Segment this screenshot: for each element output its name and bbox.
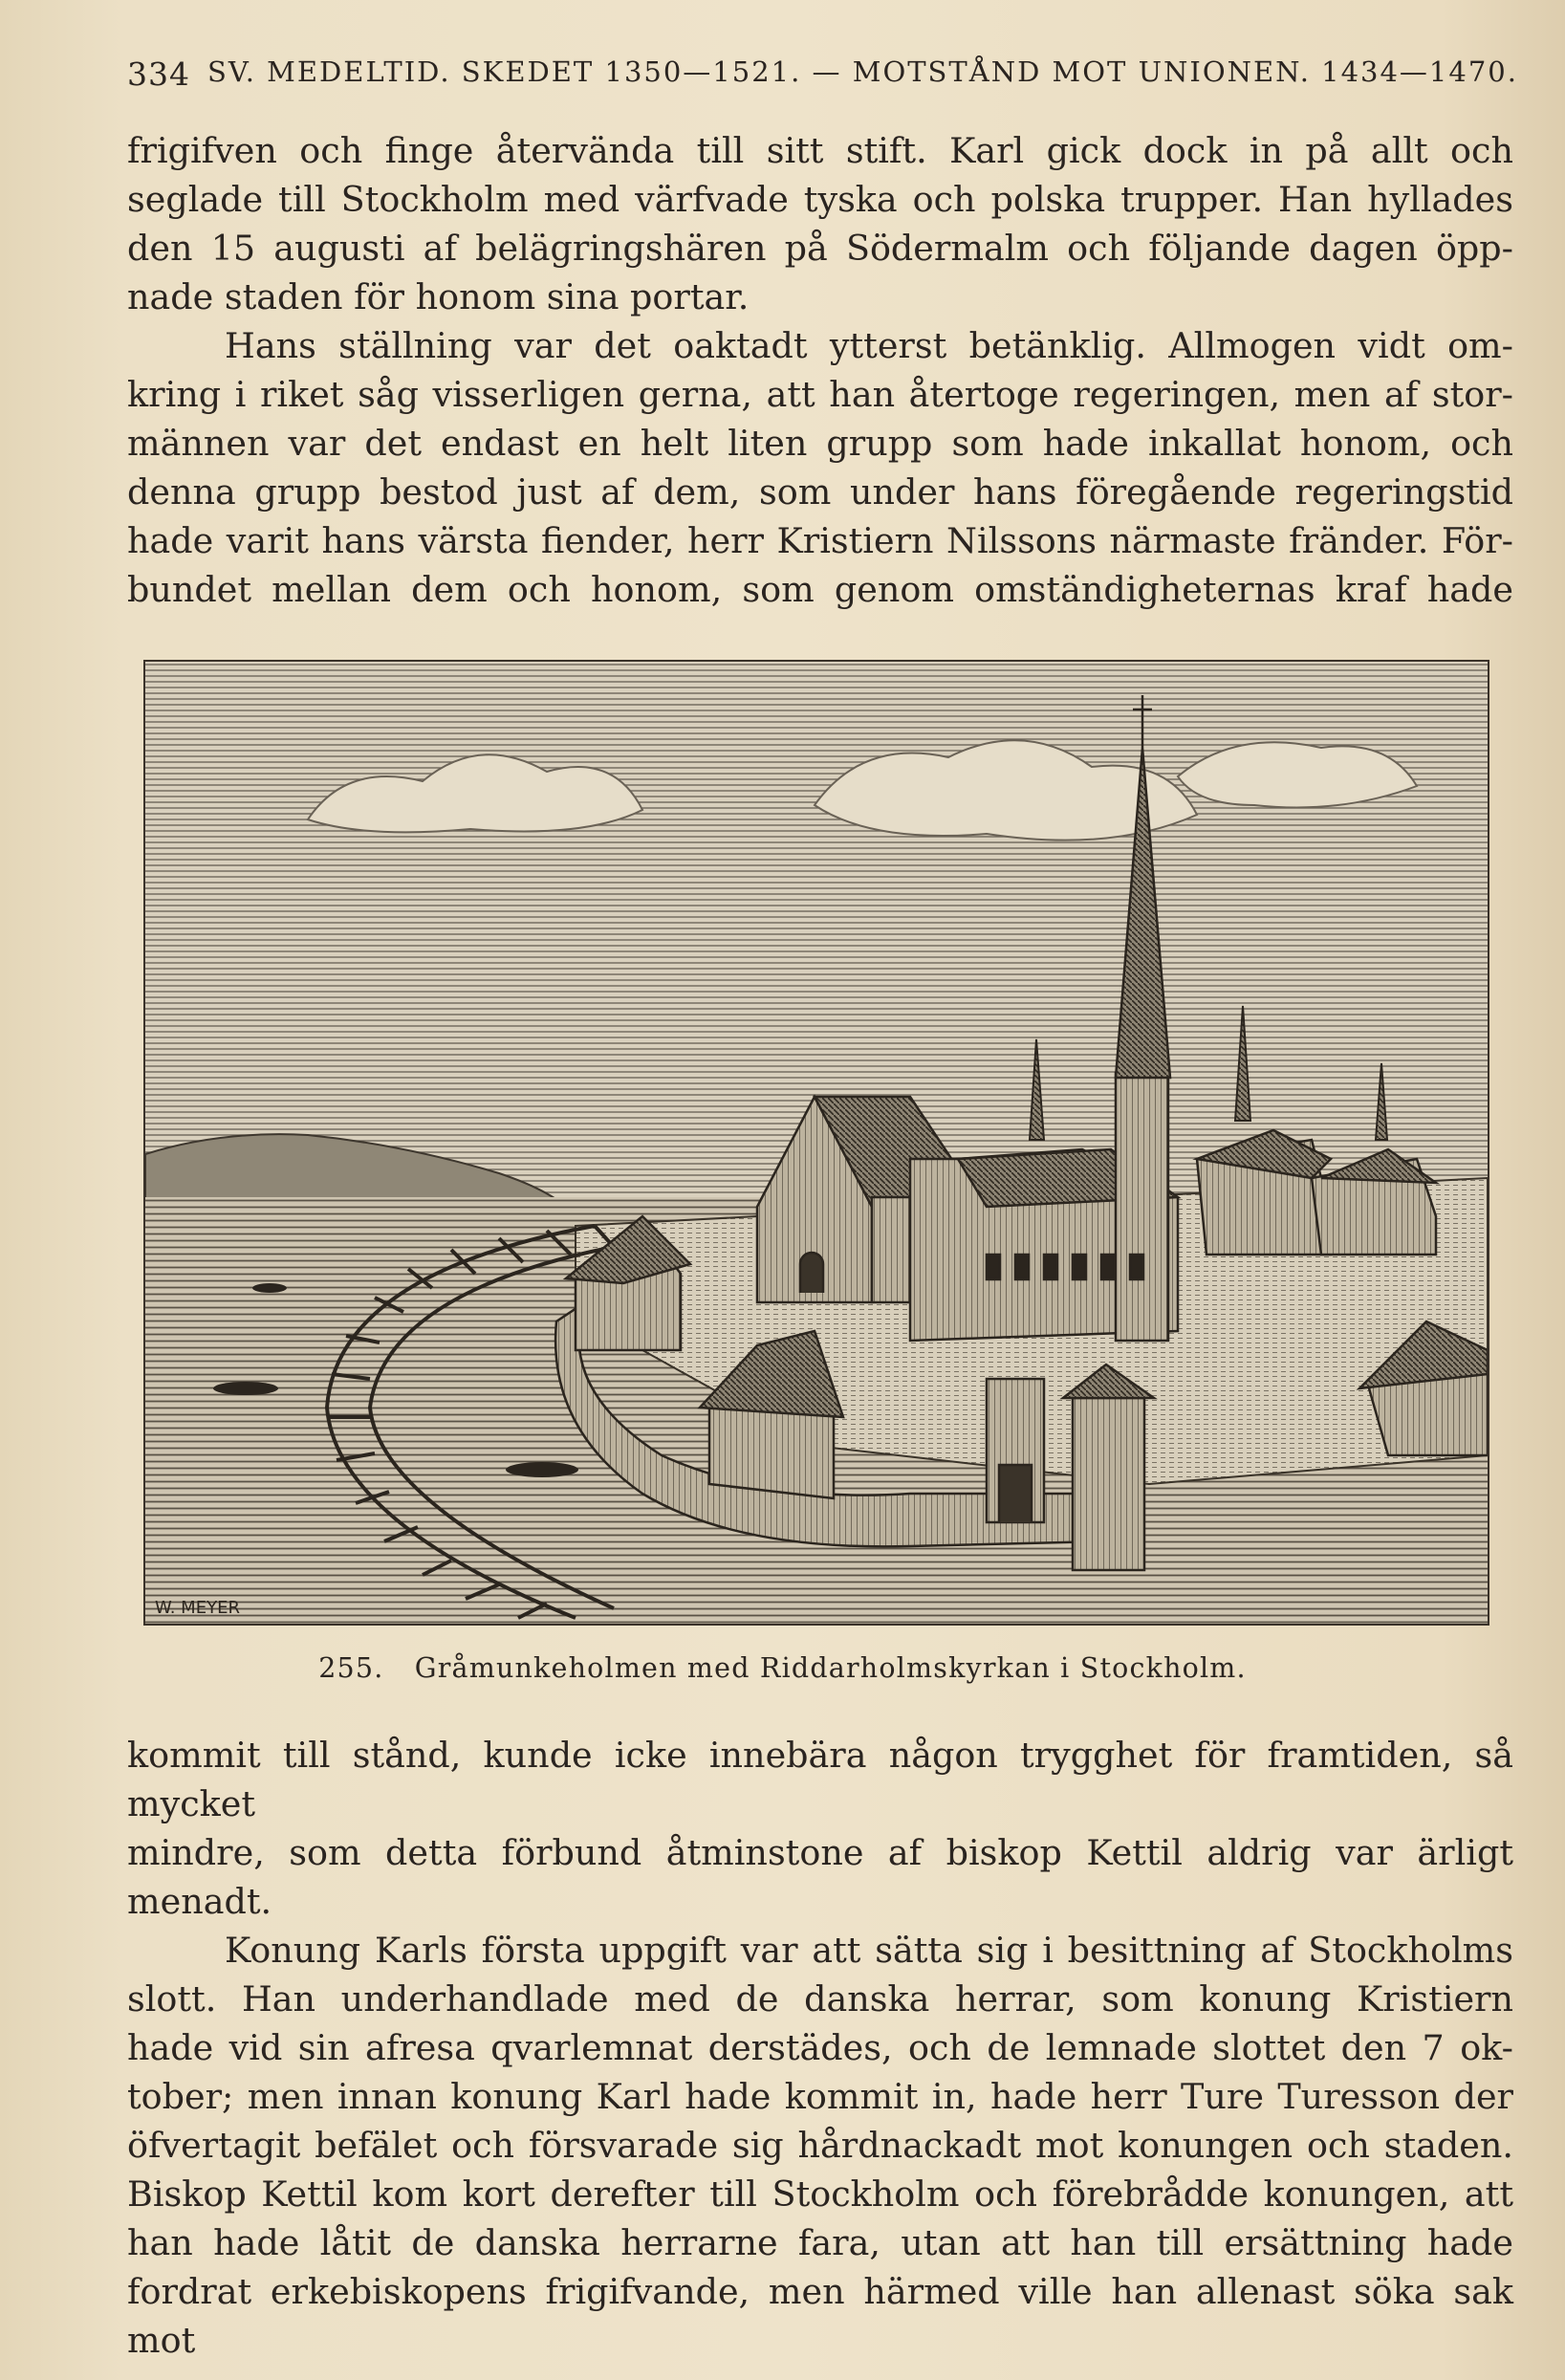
text-line: bundet mellan dem och honom, som genom omständigheternas kraf hade [127, 569, 1513, 610]
text-line: tober; men innan konung Karl hade kommit in, hade herr Ture Turesson der [127, 2076, 1513, 2117]
artist-signature: W. MEYER [155, 1598, 240, 1618]
running-head-title: SV. MEDELTID. SKEDET 1350—1521. — MOTSTÅND MOT UNIONEN. 1434—1470. [207, 55, 1518, 88]
running-head [127, 55, 1518, 93]
text-line: slott. Han underhandlade med de danska herrar, som konung Kristiern [127, 1978, 1513, 2020]
text-line: mindre, som detta förbund åtminstone af biskop Kettil aldrig var ärligt [127, 1832, 1513, 1873]
text-line: seglade till Stockholm med värfvade tyska och polska trupper. Han hyllades [127, 179, 1513, 220]
text-line: Konung Karls första uppgift var att sätta sig i besittning af Stockholms [225, 1930, 1513, 1971]
text-line: nade staden för honom sina portar. [127, 276, 750, 317]
text-line: menadt. [127, 1881, 272, 1922]
text-line: männen var det endast en helt liten grupp som hade inkallat honom, och [127, 423, 1513, 464]
text-line: fordrat erkebiskopens frigifvande, men härmed ville han allenast söka sak mot [127, 2271, 1513, 2361]
caption-number: 255. [318, 1652, 384, 1684]
text-line: den 15 augusti af belägringshären på Södermalm och följande dagen öpp- [127, 228, 1513, 269]
caption-text: Gråmunkeholmen med Riddarholmskyrkan i Stockholm. [414, 1652, 1247, 1684]
engraving-illustration [143, 660, 1489, 1626]
text-line: Biskop Kettil kom kort derefter till Stockholm och förebrådde konungen, att [127, 2173, 1513, 2215]
body-text-bottom [127, 1731, 1513, 2365]
text-line: denna grupp bestod just af dem, som under hans föregående regeringstid [127, 471, 1513, 513]
text-line: han hade låtit de danska herrarne fara, utan att han till ersättning hade [127, 2222, 1513, 2263]
text-line: kring i riket såg visserligen gerna, att han återtoge regeringen, men af stor- [127, 374, 1513, 415]
text-line: Hans ställning var det oaktadt ytterst betänklig. Allmogen vidt om- [225, 325, 1513, 366]
figure-caption [0, 1652, 1565, 1684]
text-line: hade vid sin afresa qvarlemnat derstädes, och de lemnade slottet den 7 ok- [127, 2027, 1513, 2068]
text-line: öfvertagit befälet och försvarade sig hårdnackadt mot konungen och staden. [127, 2125, 1513, 2166]
page-number: 334 [127, 55, 190, 93]
body-text-top [127, 126, 1513, 614]
text-line: kommit till stånd, kunde icke innebära någon trygghet för framtiden, så mycket [127, 1735, 1513, 1824]
text-line: hade varit hans värsta fiender, herr Kristiern Nilssons närmaste fränder. För- [127, 520, 1513, 561]
text-line: frigifven och finge återvända till sitt stift. Karl gick dock in på allt och [127, 130, 1513, 171]
